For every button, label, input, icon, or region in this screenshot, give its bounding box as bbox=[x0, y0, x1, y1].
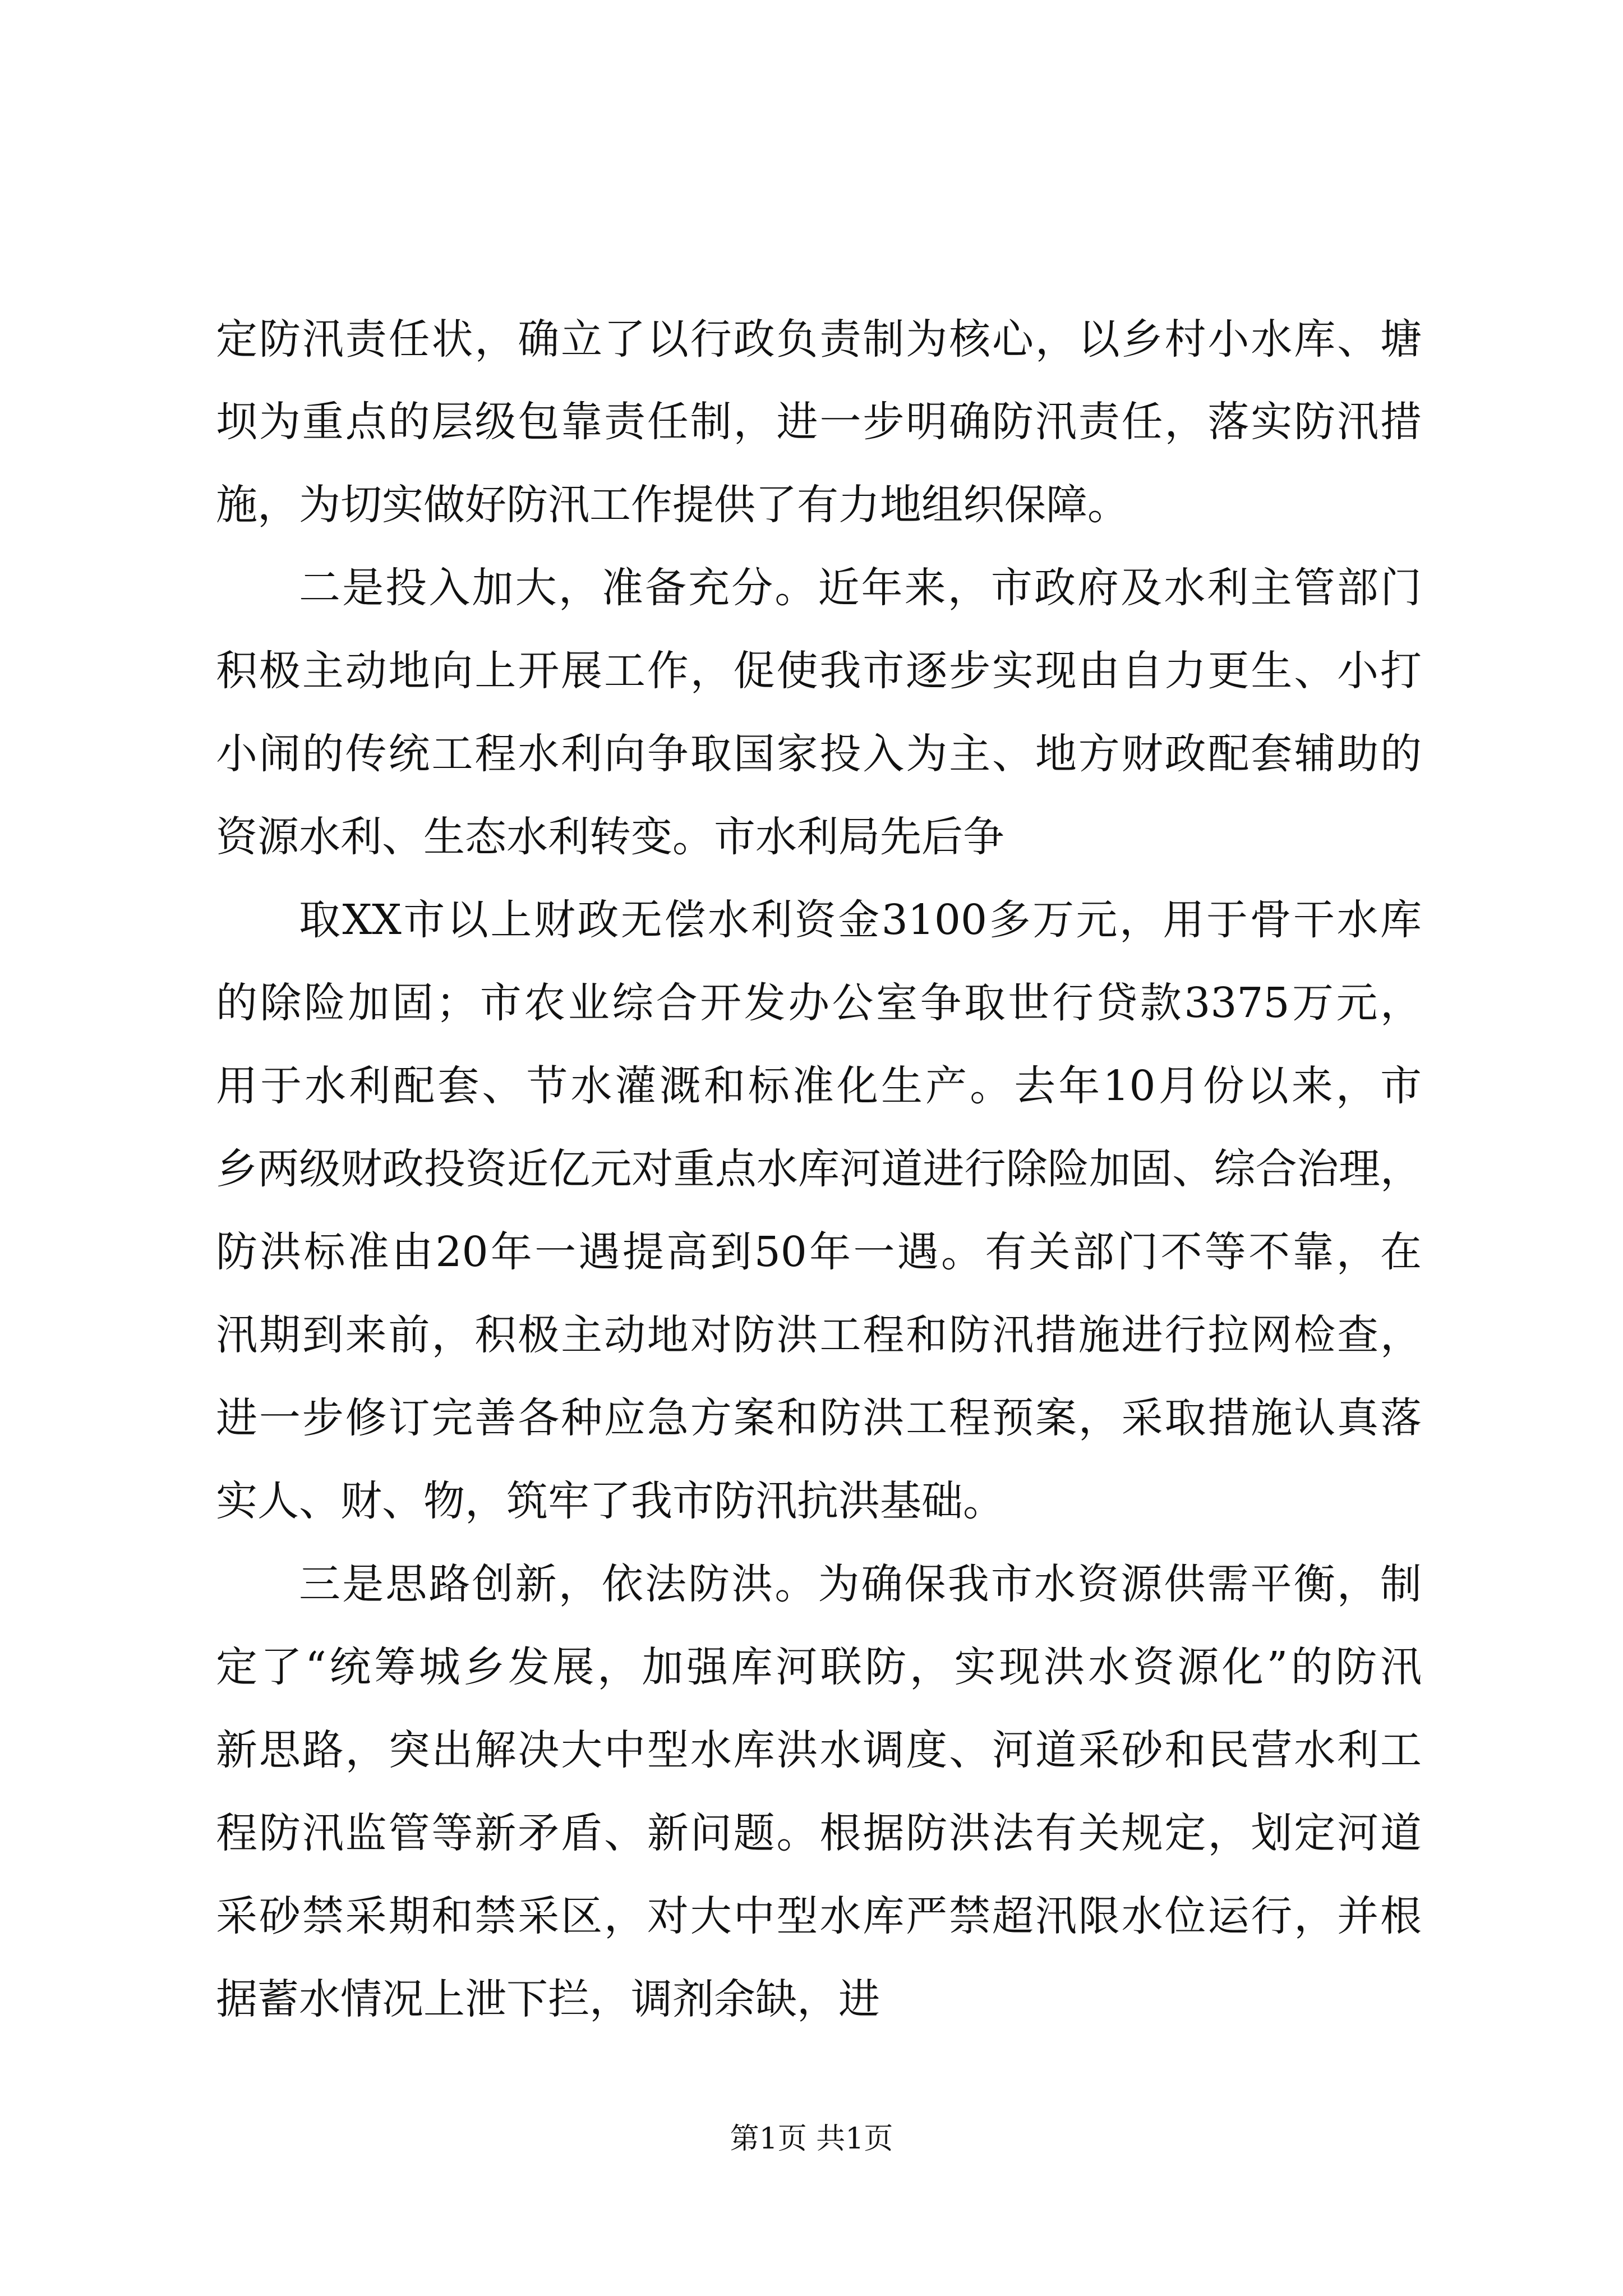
page-number-footer: 第1页 共1页 bbox=[730, 2122, 893, 2156]
body-text-line: 积极主动地向上开展工作，促使我市逐步实现由自力更生、小打 bbox=[216, 647, 1422, 695]
body-text-line: 实人、财、物，筑牢了我市防汛抗洪基础。 bbox=[216, 1477, 1004, 1525]
body-text-line: 定防汛责任状，确立了以行政负责制为核心，以乡村小水库、塘 bbox=[216, 315, 1422, 364]
body-text-line: 乡两级财政投资近亿元对重点水库河道进行除险加固、综合治理， bbox=[216, 1145, 1422, 1193]
body-text-line: 汛期到来前，积极主动地对防洪工程和防汛措施进行拉网检查， bbox=[216, 1311, 1422, 1359]
body-text-line: 资源水利、生态水利转变。市水利局先后争 bbox=[216, 813, 1004, 861]
body-text-line: 程防汛监管等新矛盾、新问题。根据防洪法有关规定，划定河道 bbox=[216, 1809, 1422, 1857]
body-text-line: 新思路，突出解决大中型水库洪水调度、河道采砂和民营水利工 bbox=[216, 1726, 1422, 1774]
body-text-line: 采砂禁采期和禁采区，对大中型水库严禁超汛限水位运行，并根 bbox=[216, 1892, 1422, 1940]
body-text-line: 用于水利配套、节水灌溉和标准化生产。去年10月份以来，市 bbox=[216, 1062, 1422, 1110]
paragraph-first-line: 二是投入加大，准备充分。近年来，市政府及水利主管部门 bbox=[299, 564, 1422, 612]
paragraph-first-line: 三是思路创新，依法防洪。为确保我市水资源供需平衡，制 bbox=[299, 1560, 1422, 1608]
body-text-line: 防洪标准由20年一遇提高到50年一遇。有关部门不等不靠，在 bbox=[216, 1228, 1422, 1276]
body-text-line: 小闹的传统工程水利向争取国家投入为主、地方财政配套辅助的 bbox=[216, 730, 1422, 778]
body-text-line: 进一步修订完善各种应急方案和防洪工程预案，采取措施认真落 bbox=[216, 1394, 1422, 1442]
body-text-line: 定了“统筹城乡发展，加强库河联防，实现洪水资源化”的防汛 bbox=[216, 1643, 1422, 1691]
body-text-line: 施，为切实做好防汛工作提供了有力地组织保障。 bbox=[216, 481, 1129, 529]
body-text-line: 坝为重点的层级包靠责任制，进一步明确防汛责任，落实防汛措 bbox=[216, 398, 1422, 446]
body-text-line: 据蓄水情况上泄下拦，调剂余缺，进 bbox=[216, 1975, 880, 2023]
body-text-line: 的除险加固；市农业综合开发办公室争取世行贷款3375万元， bbox=[216, 979, 1422, 1027]
paragraph-first-line: 取XX市以上财政无偿水利资金3100多万元，用于骨干水库 bbox=[299, 896, 1422, 944]
